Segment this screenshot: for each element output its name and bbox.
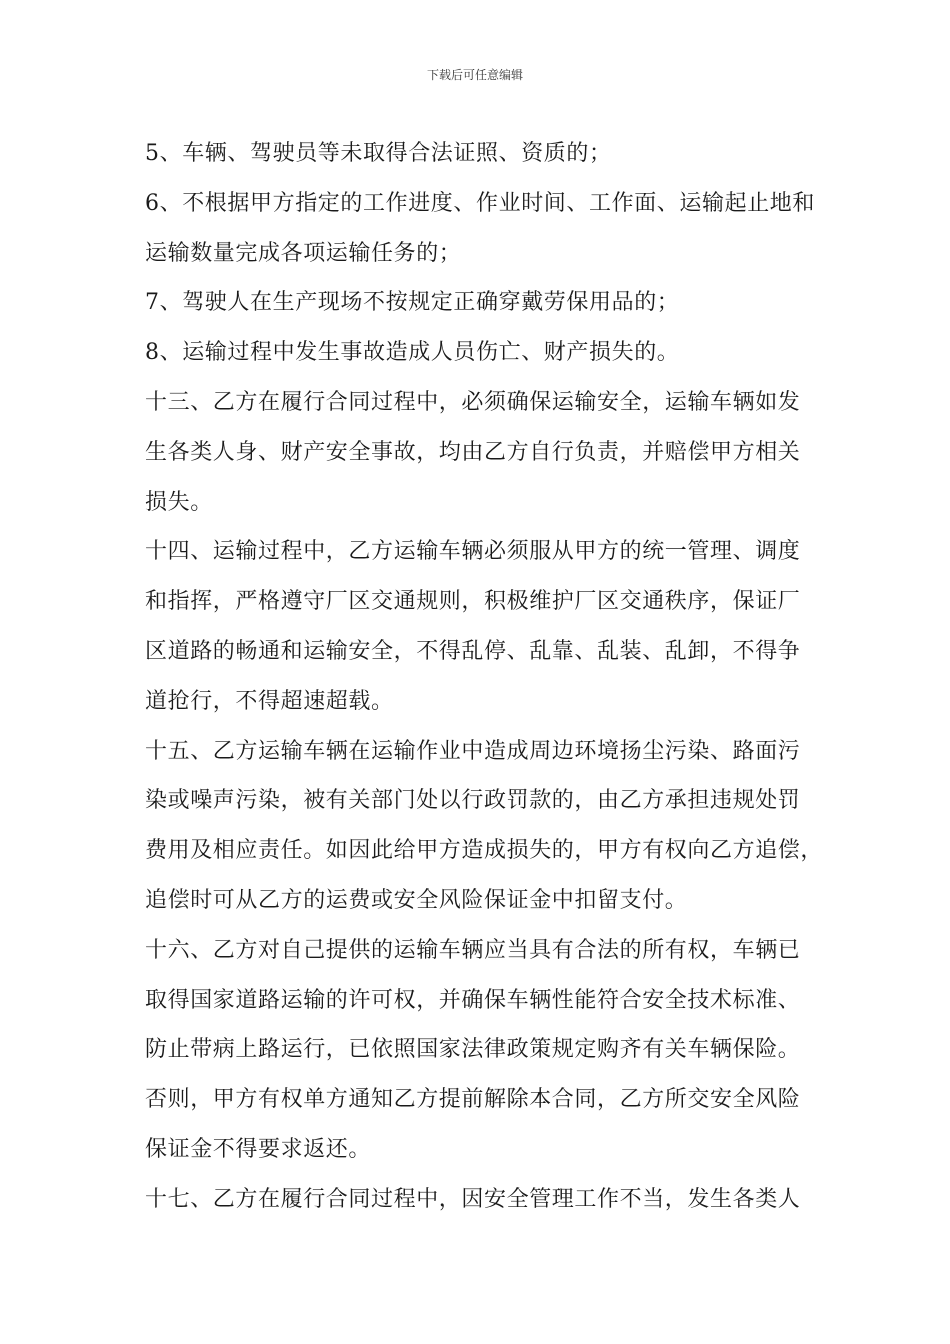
- text-line: 7、驾驶人在生产现场不按规定正确穿戴劳保用品的；: [145, 290, 680, 316]
- text-line: 染或噪声污染，被有关部门处以行政罚款的，由乙方承担违规处罚: [145, 788, 801, 814]
- text-line: 道抢行，不得超速超载。: [145, 688, 394, 714]
- text-line: 和指挥，严格遵守厂区交通规则，积极维护厂区交通秩序，保证厂: [145, 589, 801, 615]
- text-line: 生各类人身、财产安全事故，均由乙方自行负责，并赔偿甲方相关: [145, 439, 801, 465]
- page-header: 下载后可任意编辑: [426, 68, 523, 82]
- text-line: 防止带病上路运行，已依照国家法律政策规定购齐有关车辆保险。: [145, 1037, 801, 1063]
- text-line: 追偿时可从乙方的运费或安全风险保证金中扣留支付。: [145, 887, 688, 913]
- text-line: 十六、乙方对自己提供的运输车辆应当具有合法的所有权，车辆已: [145, 937, 801, 963]
- text-line: 十三、乙方在履行合同过程中，必须确保运输安全，运输车辆如发: [145, 389, 801, 415]
- text-line: 保证金不得要求返还。: [145, 1136, 372, 1162]
- document-body: [145, 129, 824, 1225]
- text-line: 6、不根据甲方指定的工作进度、作业时间、工作面、运输起止地和: [145, 190, 815, 216]
- text-line: 十四、运输过程中，乙方运输车辆必须服从甲方的统一管理、调度: [145, 539, 801, 565]
- text-line: 5、车辆、驾驶员等未取得合法证照、资质的；: [145, 141, 612, 166]
- text-line: 取得国家道路运输的许可权，并确保车辆性能符合安全技术标准、: [145, 987, 801, 1013]
- text-line: 损失。: [145, 489, 213, 515]
- text-line: 8、运输过程中发生事故造成人员伤亡、财产损失的。: [145, 340, 680, 366]
- text-line: 运输数量完成各项运输任务的；: [145, 240, 462, 266]
- text-line: 十五、乙方运输车辆在运输作业中造成周边环境扬尘污染、路面污: [145, 738, 801, 764]
- text-line: 区道路的畅通和运输安全，不得乱停、乱靠、乱装、乱卸，不得争: [145, 638, 801, 664]
- text-line: 十七、乙方在履行合同过程中，因安全管理工作不当，发生各类人: [145, 1186, 801, 1212]
- text-line: 否则，甲方有权单方通知乙方提前解除本合同，乙方所交安全风险: [145, 1087, 801, 1113]
- text-line: 费用及相应责任。如因此给甲方造成损失的，甲方有权向乙方追偿，: [145, 838, 824, 864]
